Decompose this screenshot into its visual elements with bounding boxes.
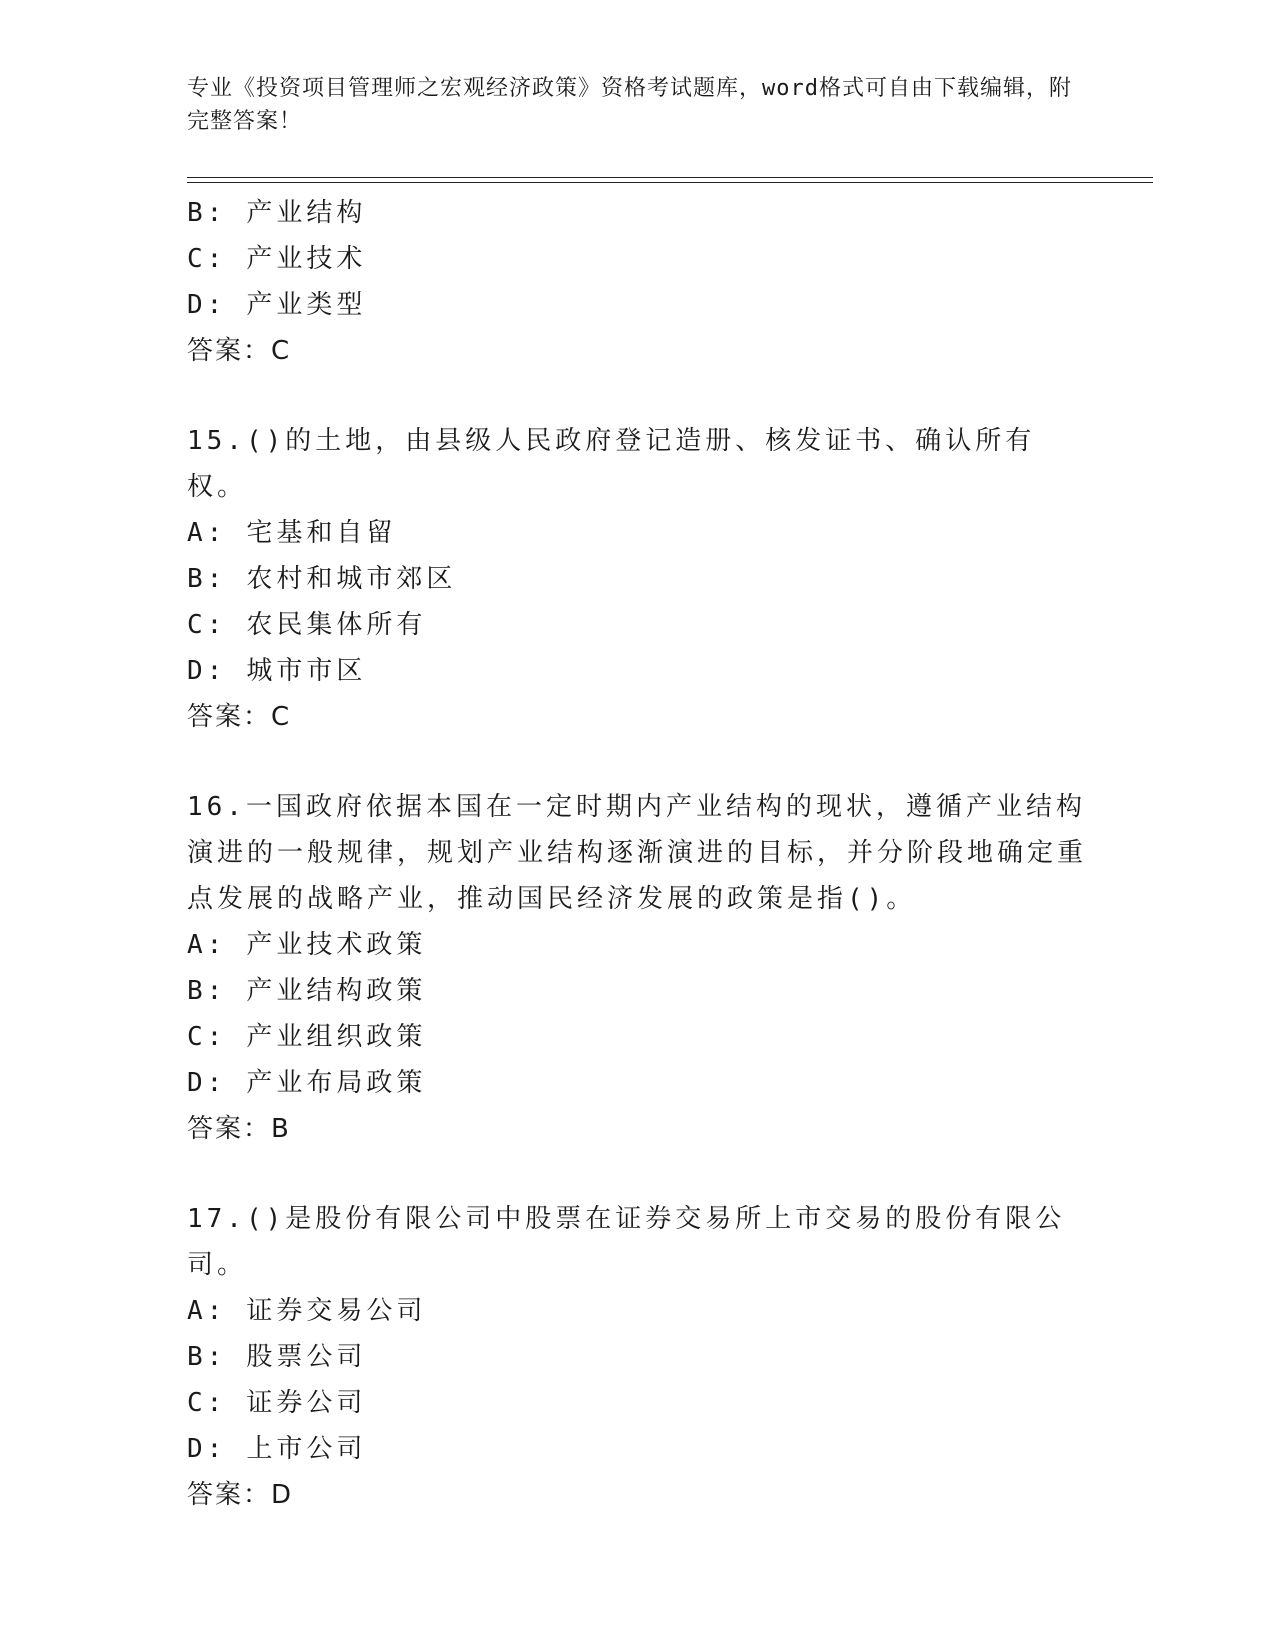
option-c bbox=[187, 1380, 1087, 1426]
question-15 bbox=[187, 418, 1087, 740]
option-text: 产业组织政策 bbox=[246, 1022, 427, 1052]
option-text: 股票公司 bbox=[246, 1342, 367, 1372]
option-text: 证券公司 bbox=[246, 1388, 367, 1418]
option-d bbox=[187, 282, 1087, 328]
option-text: 产业结构 bbox=[246, 198, 367, 228]
option-letter: C: bbox=[187, 1388, 227, 1418]
option-text: 产业技术政策 bbox=[246, 930, 427, 960]
option-letter: B: bbox=[187, 198, 227, 228]
option-b bbox=[187, 1334, 1087, 1380]
document-header: 专业《投资项目管理师之宏观经济政策》资格考试题库，word格式可自由下载编辑，附完整答案！ bbox=[187, 76, 1072, 134]
option-text: 城市市区 bbox=[246, 656, 367, 686]
option-d bbox=[187, 648, 1087, 694]
option-b bbox=[187, 190, 1087, 236]
option-b bbox=[187, 968, 1087, 1014]
option-letter: C: bbox=[187, 244, 227, 274]
question-stem: 15.()的土地，由县级人民政府登记造册、核发证书、确认所有权。 bbox=[187, 426, 1036, 502]
option-text: 产业技术 bbox=[246, 244, 367, 274]
option-d bbox=[187, 1060, 1087, 1106]
option-letter: B: bbox=[187, 976, 227, 1006]
option-a bbox=[187, 1288, 1087, 1334]
option-text: 产业类型 bbox=[246, 290, 367, 320]
option-text: 产业布局政策 bbox=[246, 1068, 427, 1098]
answer-line: 答案：C bbox=[187, 336, 292, 366]
option-text: 证券交易公司 bbox=[246, 1296, 427, 1326]
option-text: 农村和城市郊区 bbox=[246, 564, 457, 594]
option-c bbox=[187, 602, 1087, 648]
option-text: 农民集体所有 bbox=[246, 610, 427, 640]
option-letter: B: bbox=[187, 564, 227, 594]
header-rule-top bbox=[187, 177, 1153, 178]
option-letter: C: bbox=[187, 610, 227, 640]
prev-question-block bbox=[187, 190, 1087, 374]
answer-line: 答案：B bbox=[187, 1114, 291, 1144]
option-letter: B: bbox=[187, 1342, 227, 1372]
option-letter: A: bbox=[187, 930, 227, 960]
option-letter: A: bbox=[187, 518, 227, 548]
answer-line: 答案：C bbox=[187, 702, 292, 732]
option-d bbox=[187, 1426, 1087, 1472]
option-b bbox=[187, 556, 1087, 602]
question-stem: 16.一国政府依据本国在一定时期内产业结构的现状，遵循产业结构演进的一般规律，规划产业结构逐渐演进的目标，并分阶段地确定重点发展的战略产业，推动国民经济发展的政策是指()。 bbox=[187, 792, 1088, 914]
question-content bbox=[187, 190, 1087, 1518]
option-c bbox=[187, 236, 1087, 282]
header-rule-bottom bbox=[187, 182, 1153, 183]
option-letter: D: bbox=[187, 1434, 227, 1464]
question-16 bbox=[187, 784, 1087, 1152]
option-a bbox=[187, 510, 1087, 556]
answer-line: 答案：D bbox=[187, 1480, 294, 1510]
option-letter: D: bbox=[187, 290, 227, 320]
option-letter: D: bbox=[187, 656, 227, 686]
option-text: 上市公司 bbox=[246, 1434, 367, 1464]
option-letter: D: bbox=[187, 1068, 227, 1098]
option-text: 宅基和自留 bbox=[246, 518, 397, 548]
option-a bbox=[187, 922, 1087, 968]
question-17 bbox=[187, 1196, 1087, 1518]
option-text: 产业结构政策 bbox=[246, 976, 427, 1006]
question-stem: 17.()是股份有限公司中股票在证券交易所上市交易的股份有限公司。 bbox=[187, 1204, 1066, 1280]
option-c bbox=[187, 1014, 1087, 1060]
option-letter: C: bbox=[187, 1022, 227, 1052]
option-letter: A: bbox=[187, 1296, 227, 1326]
